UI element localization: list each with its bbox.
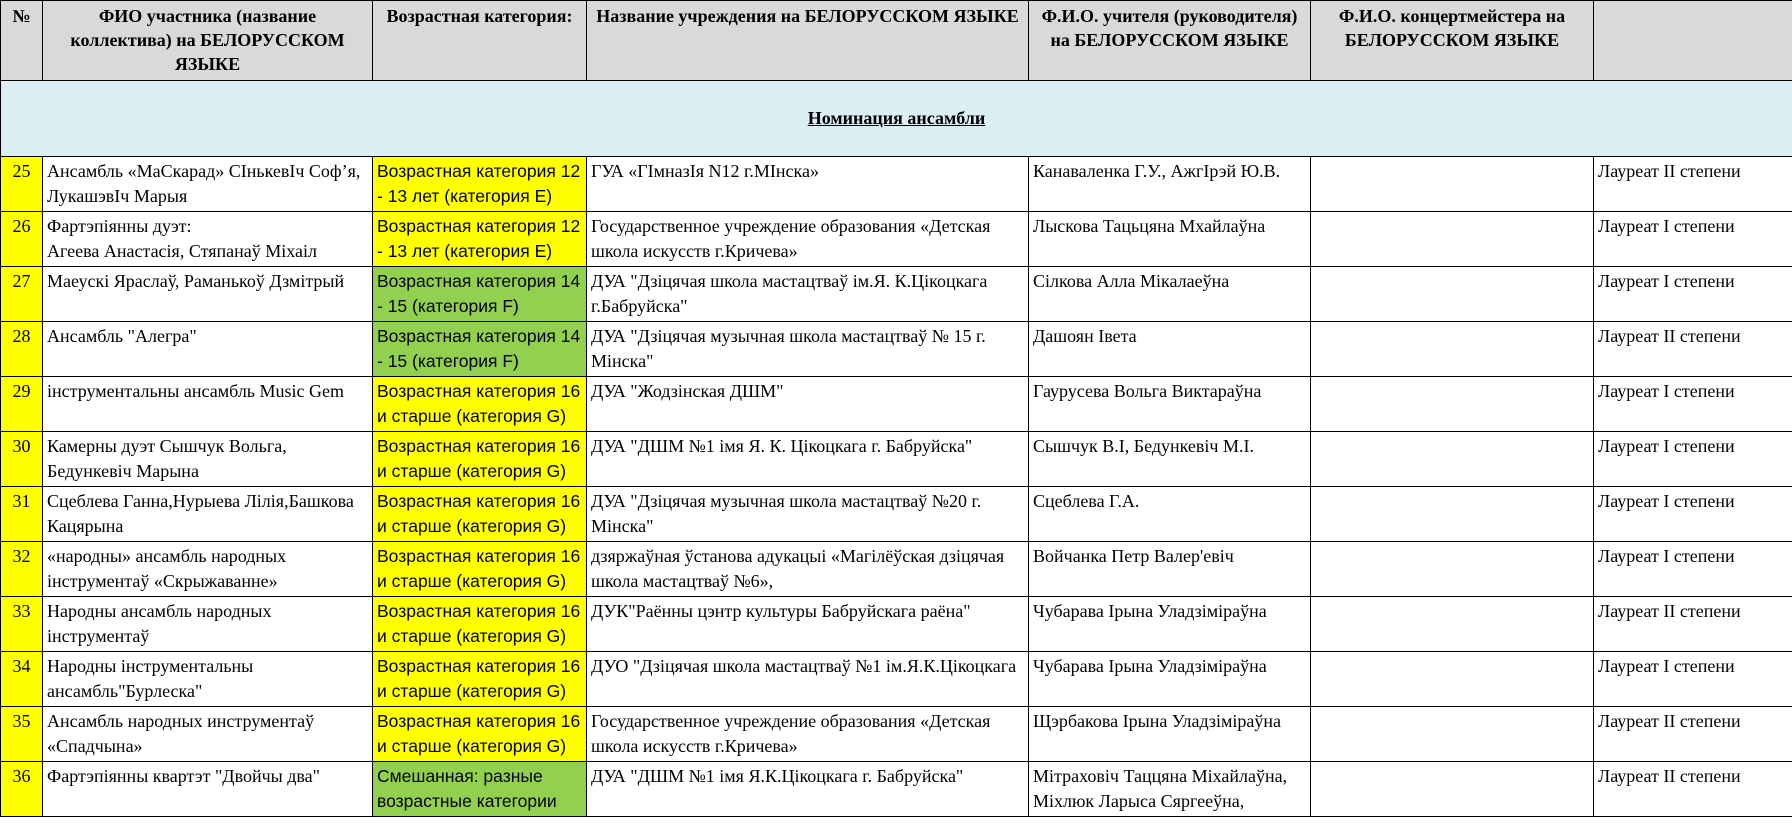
cell-num: 27 [1, 267, 43, 322]
cell-accompanist [1311, 267, 1594, 322]
cell-institution: ДУА "Дзіцячая школа мастацтваў ім.Я. К.Цікоцкага г.Бабруйска" [587, 267, 1029, 322]
cell-teacher: Сілкова Алла Мікалаеўна [1029, 267, 1311, 322]
cell-institution: ДУО "Дзіцячая школа мастацтваў №1 ім.Я.К.Цікоцкага [587, 652, 1029, 707]
header-result [1594, 1, 1792, 81]
header-teacher: Ф.И.О. учителя (руководителя) на БЕЛОРУССКОМ ЯЗЫКЕ [1029, 1, 1311, 81]
cell-participant: «народны» ансамбль народных інструментаў «Скрыжаванне» [43, 542, 373, 597]
cell-accompanist [1311, 762, 1594, 817]
cell-teacher: Мітраховіч Таццяна Міхайлаўна, Міхлюк Ларыса Сяргееўна, [1029, 762, 1311, 817]
cell-institution: ДУА "Дзіцячая музычная школа мастацтваў №20 г. Мінска" [587, 487, 1029, 542]
header-row [1, 1, 1792, 81]
cell-participant: Ансамбль «МаСкарад» СІнькевІч Соф’я, ЛукашэвІч Марыя [43, 157, 373, 212]
cell-teacher: Дашоян Івета [1029, 322, 1311, 377]
table-row [1, 157, 1792, 212]
header-age-category: Возрастная категория: [373, 1, 587, 81]
table-row [1, 487, 1792, 542]
cell-institution: ДУА "ДШМ №1 імя Я.К.Цікоцкага г. Бабруйска" [587, 762, 1029, 817]
table-row [1, 762, 1792, 817]
cell-participant: Камерны дуэт Сышчук Вольга, Бедункевіч Марына [43, 432, 373, 487]
cell-result: Лауреат I степени [1594, 652, 1792, 707]
nomination-title: Номинация ансамбли [1, 81, 1792, 157]
cell-accompanist [1311, 377, 1594, 432]
cell-teacher: Сышчук В.І, Бедункевіч М.І. [1029, 432, 1311, 487]
cell-participant: Маеускі Яраслаў, Раманькоў Дзмітрый [43, 267, 373, 322]
cell-age-category: Возрастная категория 16 и старше (категория G) [373, 432, 587, 487]
cell-institution: дзяржаўная ўстанова адукацыі «Магілёўская дзіцячая школа мастацтваў №6», [587, 542, 1029, 597]
cell-result: Лауреат I степени [1594, 487, 1792, 542]
cell-accompanist [1311, 707, 1594, 762]
cell-institution: ГУА «ГІмназІя N12 г.МІнска» [587, 157, 1029, 212]
cell-age-category: Возрастная категория 16 и старше (категория G) [373, 377, 587, 432]
cell-accompanist [1311, 432, 1594, 487]
cell-institution: Государственное учреждение образования «Детская школа искусств г.Кричева» [587, 707, 1029, 762]
cell-num: 31 [1, 487, 43, 542]
cell-participant: інструментальны ансамбль Music Gem [43, 377, 373, 432]
cell-num: 32 [1, 542, 43, 597]
cell-accompanist [1311, 652, 1594, 707]
cell-accompanist [1311, 157, 1594, 212]
header-num: № [1, 1, 43, 81]
cell-accompanist [1311, 212, 1594, 267]
cell-num: 29 [1, 377, 43, 432]
cell-result: Лауреат I степени [1594, 432, 1792, 487]
cell-age-category: Возрастная категория 14 - 15 (категория F) [373, 322, 587, 377]
cell-teacher: Щэрбакова Ірына Уладзіміраўна [1029, 707, 1311, 762]
table-row [1, 267, 1792, 322]
cell-participant: Фартэпіянны квартэт "Двойчы два" [43, 762, 373, 817]
cell-participant: Ансамбль "Алегра" [43, 322, 373, 377]
cell-age-category: Возрастная категория 12 - 13 лет (категория E) [373, 157, 587, 212]
cell-num: 25 [1, 157, 43, 212]
cell-age-category: Возрастная категория 16 и старше (категория G) [373, 707, 587, 762]
cell-num: 28 [1, 322, 43, 377]
cell-result: Лауреат I степени [1594, 212, 1792, 267]
cell-institution: ДУК"Раённы цэнтр культуры Бабруйскага раёна" [587, 597, 1029, 652]
table-row [1, 377, 1792, 432]
cell-age-category: Возрастная категория 16 и старше (категория G) [373, 652, 587, 707]
header-accompanist: Ф.И.О. концертмейстера на БЕЛОРУССКОМ ЯЗЫКЕ [1311, 1, 1594, 81]
cell-age-category: Возрастная категория 16 и старше (категория G) [373, 542, 587, 597]
cell-participant: Сцеблева Ганна,Нурыева Лілія,Башкова Кацярына [43, 487, 373, 542]
nomination-row [1, 81, 1792, 157]
cell-institution: ДУА "Жодзінская ДШМ" [587, 377, 1029, 432]
cell-num: 34 [1, 652, 43, 707]
cell-age-category: Возрастная категория 16 и старше (категория G) [373, 487, 587, 542]
cell-num: 33 [1, 597, 43, 652]
cell-result: Лауреат I степени [1594, 267, 1792, 322]
cell-num: 30 [1, 432, 43, 487]
cell-participant: Ансамбль народных инструментаў «Спадчына» [43, 707, 373, 762]
cell-accompanist [1311, 597, 1594, 652]
cell-accompanist [1311, 322, 1594, 377]
header-institution: Название учреждения на БЕЛОРУССКОМ ЯЗЫКЕ [587, 1, 1029, 81]
header-participant: ФИО участника (название коллектива) на БЕЛОРУССКОМ ЯЗЫКЕ [43, 1, 373, 81]
table-row [1, 322, 1792, 377]
cell-teacher: Войчанка Петр Валер'евіч [1029, 542, 1311, 597]
cell-age-category: Возрастная категория 14 - 15 (категория F) [373, 267, 587, 322]
cell-age-category: Возрастная категория 16 и старше (категория G) [373, 597, 587, 652]
cell-teacher: Гаурусева Вольга Виктараўна [1029, 377, 1311, 432]
cell-teacher: Чубарава Ірына Уладзіміраўна [1029, 597, 1311, 652]
cell-result: Лауреат II степени [1594, 597, 1792, 652]
cell-num: 36 [1, 762, 43, 817]
cell-result: Лауреат I степени [1594, 542, 1792, 597]
cell-result: Лауреат I степени [1594, 377, 1792, 432]
table-row [1, 597, 1792, 652]
cell-institution: ДУА "Дзіцячая музычная школа мастацтваў № 15 г. Мінска" [587, 322, 1029, 377]
cell-teacher: Сцеблева Г.А. [1029, 487, 1311, 542]
cell-participant: Народны інструментальны ансамбль"Бурлеска" [43, 652, 373, 707]
cell-result: Лауреат II степени [1594, 762, 1792, 817]
cell-result: Лауреат II степени [1594, 157, 1792, 212]
cell-institution: Государственное учреждение образования «Детская школа искусств г.Кричева» [587, 212, 1029, 267]
cell-num: 26 [1, 212, 43, 267]
cell-age-category: Возрастная категория 12 - 13 лет (категория E) [373, 212, 587, 267]
cell-result: Лауреат II степени [1594, 707, 1792, 762]
table-row [1, 212, 1792, 267]
cell-teacher: Лыскова Тацьцяна Мхайлаўна [1029, 212, 1311, 267]
cell-accompanist [1311, 542, 1594, 597]
cell-age-category: Смешанная: разные возрастные категории [373, 762, 587, 817]
table-row [1, 707, 1792, 762]
cell-teacher: Чубарава Ірына Уладзіміраўна [1029, 652, 1311, 707]
cell-institution: ДУА "ДШМ №1 імя Я. К. Цікоцкага г. Бабруйска" [587, 432, 1029, 487]
table-row [1, 432, 1792, 487]
cell-participant: Народны ансамбль народных інструментаў [43, 597, 373, 652]
cell-result: Лауреат II степени [1594, 322, 1792, 377]
cell-num: 35 [1, 707, 43, 762]
cell-teacher: Канаваленка Г.У., АжгІрэй Ю.В. [1029, 157, 1311, 212]
table-row [1, 542, 1792, 597]
cell-participant: Фартэпіянны дуэт: Агеева Анастасія, Стяпанаў Міхаіл [43, 212, 373, 267]
cell-accompanist [1311, 487, 1594, 542]
table-row [1, 652, 1792, 707]
